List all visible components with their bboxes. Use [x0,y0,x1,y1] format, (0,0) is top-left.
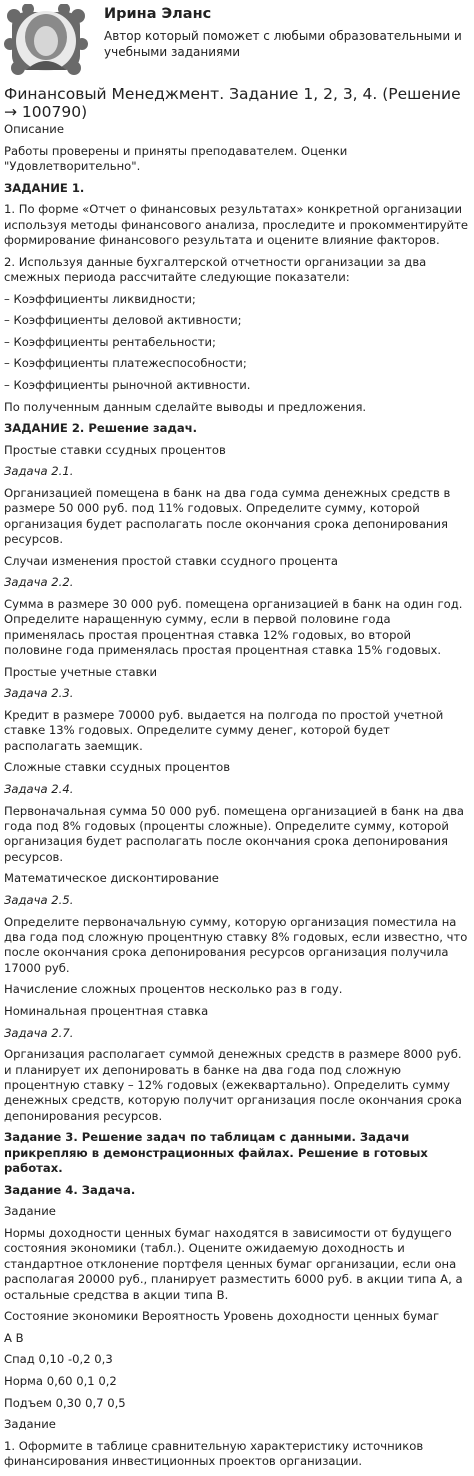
description-paragraph: Задача 2.5. [4,892,74,907]
description-paragraph: Задача 2.7. [4,1025,74,1040]
description-paragraph: – Коэффициенты деловой активности; [4,313,242,328]
description-paragraph: Задание [4,1417,56,1432]
description-paragraph: Организацией помещена в банк на два года сумма денежных средств в размере 50 000 руб. под 11% годовых. Определите сумму, которой организация будет располагать после окончания срока депонирования ресурсов. [4,485,451,547]
description-paragraph: Простые учетные ставки [4,664,158,679]
description-paragraph: – Коэффициенты рыночной активности. [4,377,251,392]
description-paragraph: Задание 3. Решение задач по таблицам с данными. Задачи прикрепляю в демонстрационных файлах. Решение в готовых работах. [4,1130,428,1176]
description-paragraph: Определите первоначальную сумму, которую организация поместила на два года под сложную процентную ставку 8% годовых, если известно, что после окончания срока депонирования ресурсов организация получила 17000 руб. [4,914,468,975]
description-paragraph: ЗАДАНИЕ 2. Решение задач. [4,421,198,436]
description-paragraph: Математическое дисконтирование [4,871,219,886]
author-description: Автор который поможет с любыми образовательными и учебными заданиями [104,29,462,59]
description-paragraph: Сложные ставки ссудных процентов [4,760,231,775]
author-avatar [4,4,88,76]
description-paragraph: ЗАДАНИЕ 1. [4,180,85,195]
page-title: Финансовый Менеджмент. Задание 1, 2, 3, 4. (Решение → 100790) [4,85,461,121]
author-card [0,0,474,80]
description-paragraph: Сумма в размере 30 000 руб. помещена организацией в банк на один год. Определите наращенную сумму, если в первой половине года применялась простая процентная ставка 12% годовых, во второй половине года применялась простая процентная ставка 15% годовых. [4,596,463,658]
description-paragraph: 1. По форме «Отчет о финансовых результатах» конкретной организации используя методы финансового анализа, проследите и прокомментируйте формирование финансового результата и оцените влияние факторов. [4,202,468,247]
description-paragraph: Первоначальная сумма 50 000 руб. помещена организацией в банк на два года под 8% годовых (проценты сложные). Определите сумму, которой организация будет располагать после окончания срока депонирования ресурсов. [4,803,465,864]
description-paragraph: Кредит в размере 70000 руб. выдается на полгода по простой учетной ставке 13% годовых. Определите сумму денег, которой будет располагать заемщик. [4,707,444,753]
description-paragraph: По полученным данным сделайте выводы и предложения. [4,399,367,414]
description-paragraph: Начисление сложных процентов несколько раз в году. [4,982,343,997]
work-description [4,122,470,1476]
description-paragraph: Номинальная процентная ставка [4,1003,209,1018]
description-paragraph: Работы проверены и приняты преподавателем. Оценки "Удовлетворительно". [4,143,348,173]
description-paragraph: Простые ставки ссудных процентов [4,442,226,457]
description-paragraph: Норма 0,60 0,1 0,2 [4,1373,117,1388]
description-paragraph: – Коэффициенты платежеспособности; [4,356,247,371]
description-paragraph: Задача 2.1. [4,464,74,479]
description-paragraph: Задание [4,1204,56,1219]
description-paragraph: Состояние экономики Вероятность Уровень доходности ценных бумаг [4,1309,440,1324]
description-paragraph: Подъем 0,30 0,7 0,5 [4,1395,126,1410]
description-paragraph: – Коэффициенты рентабельности; [4,334,216,349]
author-name[interactable]: Ирина Эланс [104,6,212,22]
description-label: Описание [4,122,64,136]
description-paragraph: Задача 2.2. [4,575,74,590]
description-paragraph: Спад 0,10 -0,2 0,3 [4,1352,113,1367]
description-paragraph: Задача 2.4. [4,781,74,796]
description-paragraphs [4,144,470,1470]
description-paragraph: Организация располагает суммой денежных средств в размере 8000 руб. и планирует их депонировать в банке на два года под сложную процентную ставку – 12% годовых (ежеквартально). Определить сумму денежных средств, которую получит организация после окончания срока депонирования ресурсов. [4,1047,463,1123]
description-paragraph: Нормы доходности ценных бумаг находятся в зависимости от будущего состояния экономики (табл.). Оцените ожидаемую доходность и стандартное отклонение портфеля ценных бумаг организации, если она располагая 20000 руб., планирует разместить 6000 руб. в акции типа А, а остальные средства в акции типа В. [4,1225,463,1302]
description-paragraph: 1. Оформите в таблице сравнительную характеристику источников финансирования инвестиционных проектов организации. [4,1438,424,1469]
description-paragraph: Задание 4. Задача. [4,1182,136,1197]
description-paragraph: Задача 2.3. [4,686,74,701]
description-paragraph: Случаи изменения простой ставки ссудного процента [4,553,339,568]
description-paragraph: – Коэффициенты ликвидности; [4,291,196,306]
description-paragraph: А В [4,1330,24,1345]
description-paragraph: 2. Используя данные бухгалтерской отчетности организации за два смежных периода рассчитайте следующие показатели: [4,254,427,284]
